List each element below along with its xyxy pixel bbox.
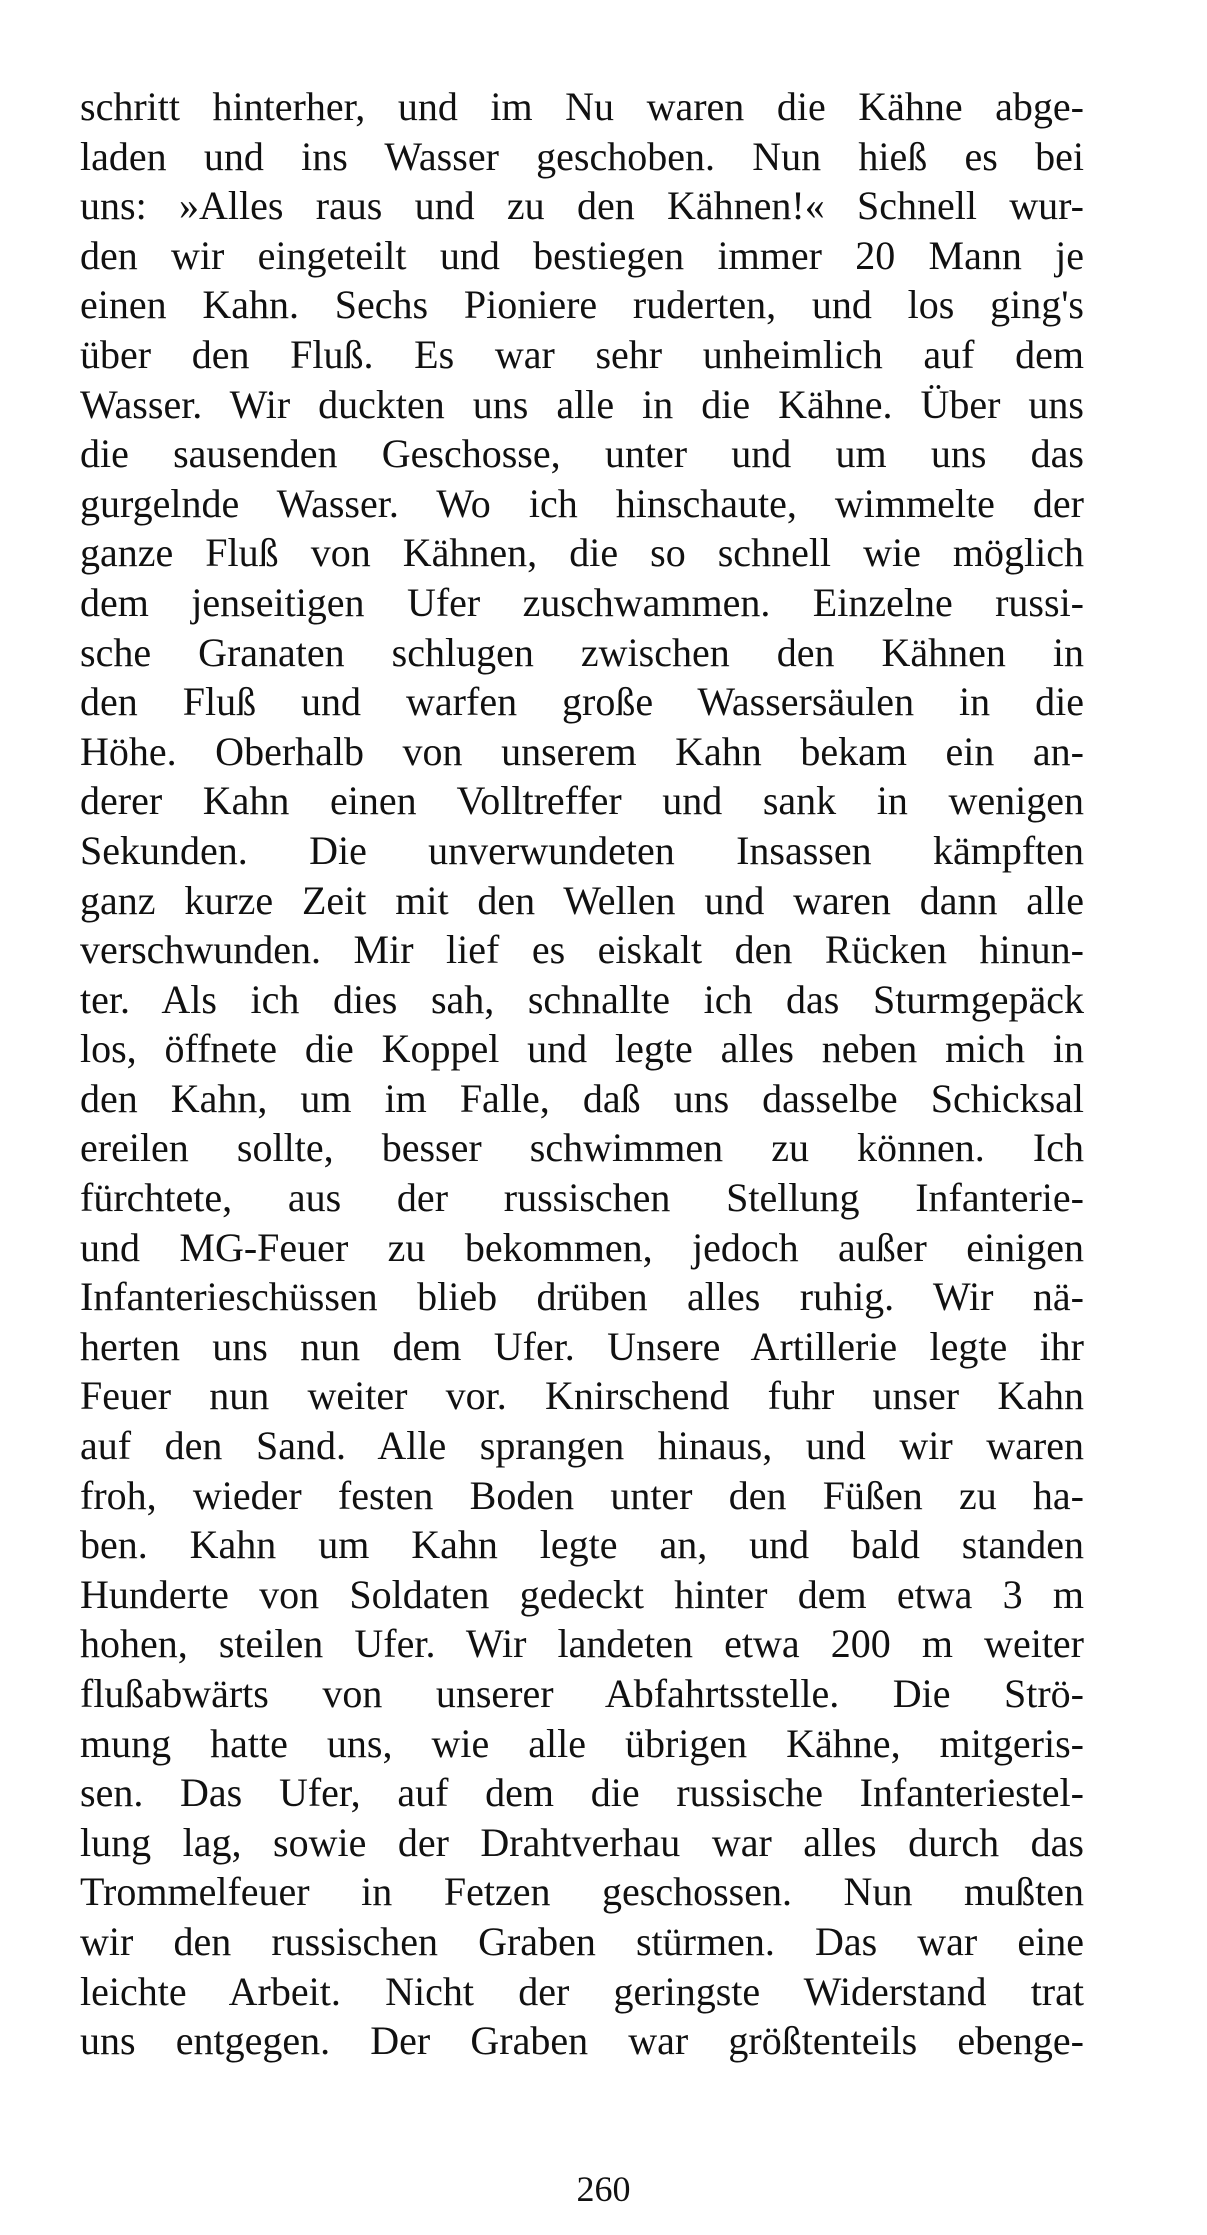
body-text	[80, 82, 1084, 2066]
text-line: einen Kahn. Sechs Pioniere ruderten, und los ging's	[80, 282, 1084, 328]
text-line: fürchtete, aus der russischen Stellung Infanterie-	[80, 1175, 1084, 1221]
text-line: ter. Als ich dies sah, schnallte ich das Sturmgepäck	[80, 976, 1084, 1022]
text-line: los, öffnete die Koppel und legte alles neben mich in	[80, 1026, 1084, 1072]
text-line: uns: »Alles raus und zu den Kähnen!« Schnell wur-	[80, 183, 1084, 229]
text-line: ganz kurze Zeit mit den Wellen und waren dann alle	[80, 877, 1084, 923]
text-line: uns entgegen. Der Graben war größtenteils ebenge-	[80, 2018, 1084, 2064]
text-line: den Kahn, um im Falle, daß uns dasselbe Schicksal	[80, 1075, 1084, 1121]
text-line: Sekunden. Die unverwundeten Insassen kämpften	[80, 827, 1084, 873]
text-line: leichte Arbeit. Nicht der geringste Widerstand trat	[80, 1968, 1084, 2014]
page-number: 260	[576, 2169, 631, 2209]
text-line: die sausenden Geschosse, unter und um uns das	[80, 431, 1084, 477]
text-line: sche Granaten schlugen zwischen den Kähnen in	[80, 629, 1084, 675]
text-line: flußabwärts von unserer Abfahrtsstelle. Die Strö-	[80, 1671, 1084, 1716]
text-line: ganze Fluß von Kähnen, die so schnell wie möglich	[80, 530, 1084, 576]
text-line: Höhe. Oberhalb von unserem Kahn bekam ein an-	[80, 728, 1084, 774]
text-line: Hunderte von Soldaten gedeckt hinter dem etwa 3 m	[80, 1571, 1084, 1617]
text-line: auf den Sand. Alle sprangen hinaus, und wir waren	[80, 1423, 1084, 1469]
text-line: Infanterieschüssen blieb drüben alles ruhig. Wir nä-	[80, 1274, 1084, 1320]
text-line: ereilen sollte, besser schwimmen zu können. Ich	[80, 1125, 1084, 1171]
text-line: den wir eingeteilt und bestiegen immer 20 Mann je	[80, 232, 1084, 278]
text-line: den Fluß und warfen große Wassersäulen in die	[80, 679, 1084, 725]
text-line: über den Fluß. Es war sehr unheimlich auf dem	[80, 331, 1084, 377]
text-line: lung lag, sowie der Drahtverhau war alles durch das	[80, 1819, 1084, 1865]
text-line: verschwunden. Mir lief es eiskalt den Rücken hinun-	[80, 927, 1084, 973]
text-line: ben. Kahn um Kahn legte an, und bald standen	[80, 1522, 1084, 1568]
text-line: sen. Das Ufer, auf dem die russische Infanteriestel-	[80, 1770, 1084, 1816]
text-line: wir den russischen Graben stürmen. Das war eine	[80, 1918, 1084, 1964]
text-line: und MG-Feuer zu bekommen, jedoch außer einigen	[80, 1224, 1084, 1270]
text-line: Wasser. Wir duckten uns alle in die Kähne. Über uns	[80, 381, 1084, 427]
text-line: dem jenseitigen Ufer zuschwammen. Einzelne russi-	[80, 579, 1084, 625]
text-line: mung hatte uns, wie alle übrigen Kähne, mitgeris-	[80, 1720, 1084, 1766]
text-line: Trommelfeuer in Fetzen geschossen. Nun mußten	[80, 1869, 1084, 1915]
text-line: herten uns nun dem Ufer. Unsere Artillerie legte ihr	[80, 1323, 1084, 1369]
text-line: hohen, steilen Ufer. Wir landeten etwa 200 m weiter	[80, 1621, 1084, 1667]
text-line: derer Kahn einen Volltreffer und sank in wenigen	[80, 778, 1084, 824]
text-line: Feuer nun weiter vor. Knirschend fuhr unser Kahn	[80, 1373, 1084, 1419]
text-line: laden und ins Wasser geschoben. Nun hieß es bei	[80, 133, 1084, 179]
text-line: schritt hinterher, und im Nu waren die Kähne abge-	[80, 84, 1084, 129]
text-line: gurgelnde Wasser. Wo ich hinschaute, wimmelte der	[80, 480, 1084, 526]
text-line: froh, wieder festen Boden unter den Füßen zu ha-	[80, 1472, 1084, 1518]
